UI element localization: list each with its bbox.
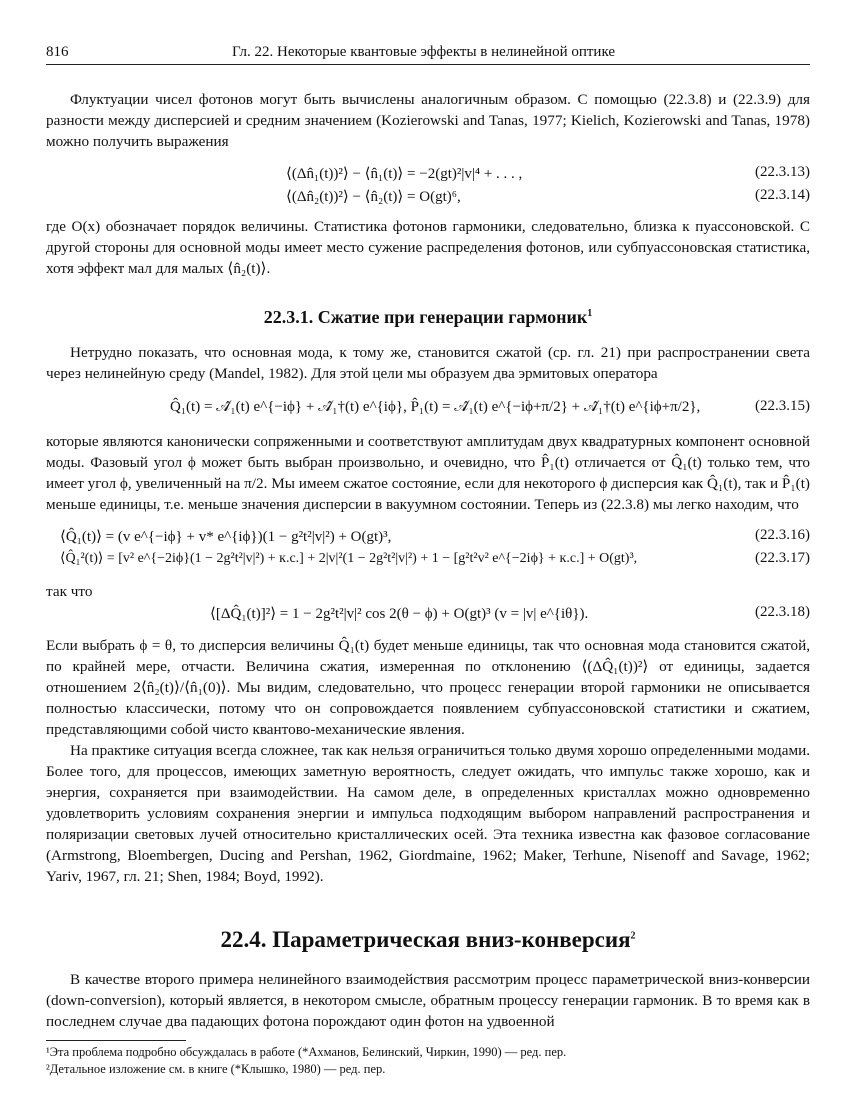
paragraph-3: Нетрудно показать, что основная мода, к тому же, становится сжатой (ср. гл. 21) при распространении света через нелинейную среду (Mandel, 1982). Для этой цели мы образуем два эрмитовых оператора	[46, 344, 810, 382]
footnote-1: ¹Эта проблема подробно обсуждалась в работе (*Ахманов, Белинский, Чиркин, 1990) — ред. пер.	[46, 1045, 567, 1059]
equation-body: ⟨(Δn̂₁(t))²⟩ − ⟨n̂₁(t)⟩ = −2(gt)²|v|⁴ + . . . ,	[286, 166, 523, 182]
equation-number: (22.3.14)	[755, 187, 810, 203]
equation-22-3-14	[46, 185, 810, 208]
paragraph-5: так что	[46, 583, 93, 600]
equation-number: (22.3.15)	[755, 398, 810, 414]
running-head: Гл. 22. Некоторые квантовые эффекты в нелинейной оптике	[232, 44, 616, 60]
page-number: 816	[46, 44, 69, 60]
equation-22-3-18	[46, 602, 810, 625]
equation-number: (22.3.17)	[755, 550, 810, 566]
running-header	[46, 40, 810, 65]
paragraph-4: которые являются канонически сопряженными и соответствуют амплитудам двух квадратурных компонент основной моды. Фазовый угол ϕ может быть выбран произвольно, и очевидно, что P̂₁(t) отличается от Q̂₁(t) только тем, что имеет угол ϕ, увеличенный на π/2. Мы имеем сжатое состояние, если для некоторого ϕ дисперсия как Q̂₁(t), так и P̂₁(t) меньше единицы, т.е. меньше значения дисперсии в вакуумном состоянии. Теперь из (22.3.8) мы легко находим, что	[46, 433, 810, 513]
equation-body: Q̂₁(t) = 𝒜̂₁(t) e^{−iϕ} + 𝒜̂₁†(t) e^{iϕ}, P̂₁(t) = 𝒜̂₁(t) e^{−iϕ+π/2} + 𝒜̂₁†(t) e^{iϕ+π/2},	[170, 399, 701, 415]
equation-body: ⟨[ΔQ̂₁(t)]²⟩ = 1 − 2g²t²|v|² cos 2(θ − ϕ) + O(gt)³ (v = |v| e^{iθ}).	[210, 606, 589, 622]
equation-number: (22.3.16)	[755, 527, 810, 543]
footnote-marker-2: 2	[630, 930, 636, 942]
footnote-2: ²Детальное изложение см. в книге (*Клышко, 1980) — ред. пер.	[46, 1062, 386, 1076]
equation-body: ⟨Q̂₁(t)⟩ = (v e^{−iϕ} + v* e^{iϕ})(1 − g²t²|v|²) + O(gt)³,	[60, 529, 392, 545]
paragraph-1: Флуктуации чисел фотонов могут быть вычислены аналогичным образом. С помощью (22.3.8) и (22.3.9) для разности между дисперсией и средним значением (Kozierowski and Tanas, 1977; Kielich, Kozierowski and Tanas, 1978) можно получить выражения	[46, 91, 810, 150]
paragraph-6: Если выбрать ϕ = θ, то дисперсия величины Q̂₁(t) будет меньше единицы, так что основная мода становится сжатой, по крайней мере, отчасти. Величина сжатия, измеренная по отклонению ⟨(ΔQ̂₁(t))²⟩ от единицы, задается отношением 2⟨n̂₂(t)⟩/⟨n̂₁(0)⟩. Мы видим, следовательно, что процесс генерации второй гармоники не описывается полностью классически, потому что он сопровождается появлением субпуассоновской статистики и сжатием, представляющими собой чисто квантово-механические явления.	[46, 637, 811, 738]
section-title: 22.4. Параметрическая вниз-конверсия	[220, 927, 631, 952]
equation-22-3-13	[46, 162, 810, 185]
footnote-marker-1: 1	[587, 308, 593, 319]
page	[46, 40, 810, 1078]
equation-22-3-15	[46, 396, 810, 419]
equation-22-3-16	[46, 525, 810, 548]
equation-body: ⟨(Δn̂₂(t))²⟩ − ⟨n̂₂(t)⟩ = O(gt)⁶,	[286, 189, 461, 205]
equation-number: (22.3.18)	[755, 604, 810, 620]
equation-body: ⟨Q̂₁²(t)⟩ = [v² e^{−2iϕ}(1 − 2g²t²|v|²) + к.с.] + 2|v|²(1 − 2g²t²|v|²) + 1 − [g²t²v² e^{−2iϕ} + к.с.] + O(gt)³,	[60, 551, 638, 566]
paragraph-2: где O(x) обозначает порядок величины. Статистика фотонов гармоники, следовательно, близка к пуассоновской. С другой стороны для основной моды имеет место сужение распределения фотонов, или субпуассоновская статистика, хотя эффект мал для малых ⟨n̂₂(t)⟩.	[46, 218, 810, 277]
paragraph-8: В качестве второго примера нелинейного взаимодействия рассмотрим процесс параметрической вниз-конверсии (down-conversion), который является, в некотором смысле, обратным процессу генерации гармоник. В то время как в последнем случае два падающих фотона порождают один фотон на удвоенной	[46, 971, 810, 1030]
equation-number: (22.3.13)	[755, 164, 810, 180]
subsection-heading	[46, 307, 810, 328]
equation-22-3-17	[46, 548, 810, 571]
subsection-title: 22.3.1. Сжатие при генерации гармоник	[263, 307, 588, 327]
paragraph-7: На практике ситуация всегда сложнее, так как нельзя ограничиться только двумя хорошо определенными модами. Более того, для процессов, имеющих заметную вероятность, следует ожидать, что импульс также хорошо, как и энергия, сохраняется при взаимодействии. На самом деле, в определенных кристаллах можно одновременно удовлетворить условиям сохранения энергии и импульса подходящим выбором направлений распространения и поляризации световых лучей относительно кристаллических осей. Эта техника известна как фазовое согласование (Armstrong, Bloembergen, Ducing and Pershan, 1962, Giordmaine, 1962; Maker, Terhune, Nisenoff and Savage, 1962; Yariv, 1967, гл. 21; Shen, 1984; Boyd, 1992).	[46, 742, 810, 885]
section-heading	[46, 927, 810, 953]
